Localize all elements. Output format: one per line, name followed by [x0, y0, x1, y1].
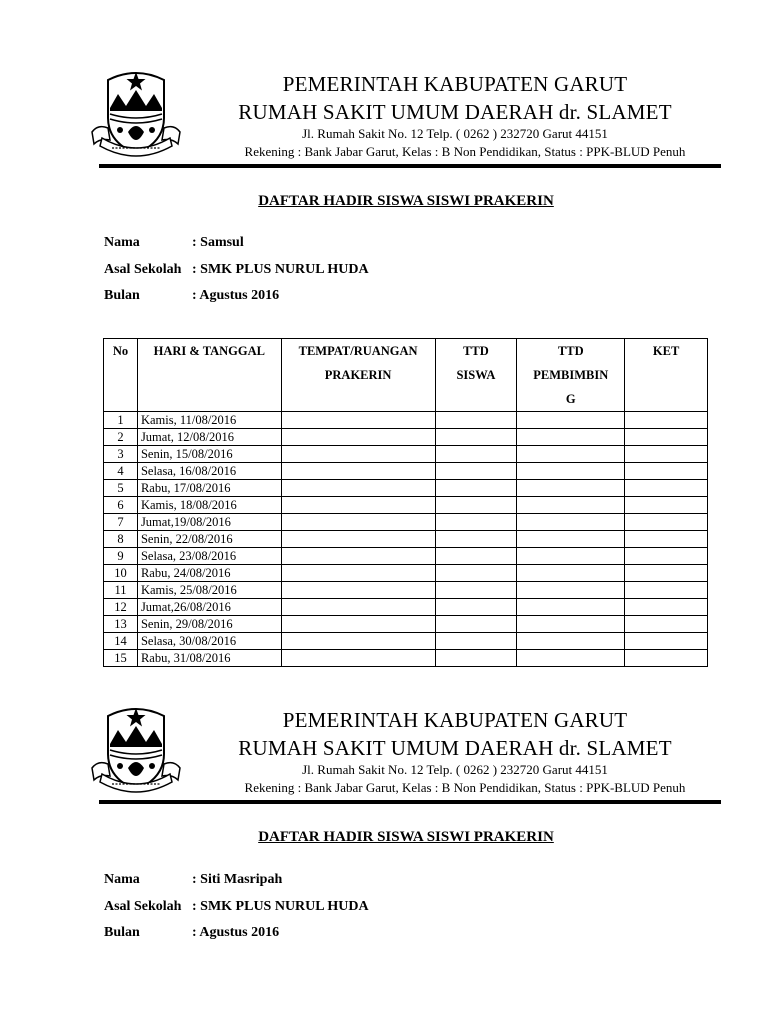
table-row: [104, 599, 708, 616]
cell-no: 1: [104, 412, 138, 429]
table-row: [104, 582, 708, 599]
cell-place: [281, 565, 435, 582]
cell-ket: [625, 497, 708, 514]
table-row: [104, 514, 708, 531]
cell-ttd-pembimbing: [517, 531, 625, 548]
info-row-bulan: [104, 924, 369, 951]
cell-date: Senin, 15/08/2016: [137, 446, 281, 463]
cell-ttd-siswa: [435, 412, 517, 429]
cell-ttd-pembimbing: [517, 548, 625, 565]
letterhead-hospital: RUMAH SAKIT UMUM DAERAH dr. SLAMET: [238, 736, 672, 760]
label-nama: Nama: [104, 872, 140, 887]
cell-ttd-siswa: [435, 650, 517, 667]
table-row: [104, 412, 708, 429]
cell-date: Kamis, 25/08/2016: [137, 582, 281, 599]
info-row-nama: [104, 871, 369, 898]
value-sekolah: : SMK PLUS NURUL HUDA: [192, 261, 369, 277]
header-ttd-pembimbing: TTD PEMBIMBIN G: [517, 339, 625, 412]
table-row: [104, 446, 708, 463]
cell-place: [281, 429, 435, 446]
cell-ket: [625, 650, 708, 667]
label-bulan: Bulan: [104, 925, 140, 940]
cell-ttd-pembimbing: [517, 633, 625, 650]
cell-ket: [625, 429, 708, 446]
cell-no: 5: [104, 480, 138, 497]
cell-ttd-siswa: [435, 633, 517, 650]
cell-no: 15: [104, 650, 138, 667]
cell-ttd-pembimbing: [517, 497, 625, 514]
cell-ttd-pembimbing: [517, 514, 625, 531]
table-row: [104, 548, 708, 565]
cell-no: 10: [104, 565, 138, 582]
cell-no: 2: [104, 429, 138, 446]
cell-ttd-siswa: [435, 463, 517, 480]
label-sekolah: Asal Sekolah: [104, 261, 182, 277]
table-row: [104, 480, 708, 497]
cell-ket: [625, 599, 708, 616]
cell-ttd-siswa: [435, 616, 517, 633]
cell-ttd-pembimbing: [517, 616, 625, 633]
cell-ttd-pembimbing: [517, 412, 625, 429]
table-row: [104, 497, 708, 514]
value-bulan: : Agustus 2016: [192, 925, 280, 940]
table-row: [104, 633, 708, 650]
cell-ttd-pembimbing: [517, 582, 625, 599]
cell-date: Senin, 29/08/2016: [137, 616, 281, 633]
document-title: DAFTAR HADIR SISWA SISWI PRAKERIN: [258, 829, 554, 845]
letterhead-government: PEMERINTAH KABUPATEN GARUT: [282, 72, 628, 96]
cell-ttd-siswa: [435, 582, 517, 599]
cell-ttd-siswa: [435, 497, 517, 514]
table-row: [104, 650, 708, 667]
cell-ttd-pembimbing: [517, 446, 625, 463]
cell-date: Rabu, 31/08/2016: [137, 650, 281, 667]
cell-ket: [625, 463, 708, 480]
cell-no: 9: [104, 548, 138, 565]
cell-no: 12: [104, 599, 138, 616]
cell-no: 3: [104, 446, 138, 463]
cell-ket: [625, 412, 708, 429]
letterhead-address: Jl. Rumah Sakit No. 12 Telp. ( 0262 ) 232720 Garut 44151: [302, 126, 608, 141]
letterhead-rule: [99, 164, 721, 168]
cell-no: 13: [104, 616, 138, 633]
cell-place: [281, 548, 435, 565]
cell-ttd-pembimbing: [517, 650, 625, 667]
cell-ket: [625, 565, 708, 582]
cell-ttd-siswa: [435, 446, 517, 463]
cell-ket: [625, 548, 708, 565]
header-no: No: [104, 339, 138, 412]
cell-ket: [625, 514, 708, 531]
value-nama: : Siti Masripah: [192, 872, 283, 887]
info-row-sekolah: [104, 261, 369, 288]
cell-ket: [625, 480, 708, 497]
cell-ttd-siswa: [435, 531, 517, 548]
cell-place: [281, 514, 435, 531]
letterhead-rule: [99, 800, 721, 804]
value-bulan: : Agustus 2016: [192, 288, 280, 303]
label-bulan: Bulan: [104, 288, 140, 303]
cell-ttd-pembimbing: [517, 565, 625, 582]
cell-place: [281, 497, 435, 514]
cell-ket: [625, 633, 708, 650]
letterhead-bank: Rekening : Bank Jabar Garut, Kelas : B Non Pendidikan, Status : PPK-BLUD Penuh: [244, 780, 686, 795]
table-row: [104, 463, 708, 480]
table-row: [104, 429, 708, 446]
cell-date: Kamis, 18/08/2016: [137, 497, 281, 514]
student-info: [104, 234, 369, 314]
info-row-nama: [104, 234, 369, 261]
cell-date: Selasa, 30/08/2016: [137, 633, 281, 650]
letterhead-address: Jl. Rumah Sakit No. 12 Telp. ( 0262 ) 232720 Garut 44151: [302, 762, 608, 777]
cell-no: 14: [104, 633, 138, 650]
cell-ttd-pembimbing: [517, 599, 625, 616]
cell-date: Jumat,19/08/2016: [137, 514, 281, 531]
table-row: [104, 616, 708, 633]
cell-place: [281, 480, 435, 497]
info-row-bulan: [104, 287, 369, 314]
letterhead-bottom: [0, 698, 768, 818]
cell-date: Selasa, 23/08/2016: [137, 548, 281, 565]
header-ket: KET: [625, 339, 708, 412]
cell-place: [281, 463, 435, 480]
header-ttd-siswa: TTD SISWA: [435, 339, 517, 412]
cell-no: 11: [104, 582, 138, 599]
cell-ket: [625, 582, 708, 599]
table-row: [104, 531, 708, 548]
info-row-sekolah: [104, 898, 369, 925]
cell-date: Rabu, 24/08/2016: [137, 565, 281, 582]
cell-place: [281, 616, 435, 633]
cell-ttd-siswa: [435, 548, 517, 565]
cell-place: [281, 650, 435, 667]
cell-place: [281, 633, 435, 650]
cell-place: [281, 446, 435, 463]
cell-place: [281, 531, 435, 548]
header-date: HARI & TANGGAL: [137, 339, 281, 412]
value-nama: : Samsul: [192, 235, 244, 250]
cell-ttd-pembimbing: [517, 463, 625, 480]
cell-date: Rabu, 17/08/2016: [137, 480, 281, 497]
cell-place: [281, 582, 435, 599]
letterhead-government: PEMERINTAH KABUPATEN GARUT: [282, 708, 628, 732]
cell-ttd-siswa: [435, 565, 517, 582]
cell-no: 4: [104, 463, 138, 480]
cell-ket: [625, 446, 708, 463]
cell-place: [281, 599, 435, 616]
letterhead-top: [0, 62, 768, 182]
cell-ket: [625, 531, 708, 548]
letterhead-hospital: RUMAH SAKIT UMUM DAERAH dr. SLAMET: [238, 100, 672, 124]
cell-date: Jumat, 12/08/2016: [137, 429, 281, 446]
table-header-row: [104, 339, 708, 412]
attendance-table: [103, 338, 708, 667]
letterhead-bank: Rekening : Bank Jabar Garut, Kelas : B Non Pendidikan, Status : PPK-BLUD Penuh: [244, 144, 686, 159]
value-sekolah: : SMK PLUS NURUL HUDA: [192, 898, 369, 914]
label-nama: Nama: [104, 235, 140, 250]
cell-no: 7: [104, 514, 138, 531]
cell-ket: [625, 616, 708, 633]
label-sekolah: Asal Sekolah: [104, 898, 182, 914]
cell-ttd-pembimbing: [517, 429, 625, 446]
cell-ttd-siswa: [435, 599, 517, 616]
cell-ttd-siswa: [435, 480, 517, 497]
document-title: DAFTAR HADIR SISWA SISWI PRAKERIN: [258, 193, 554, 209]
student-info: [104, 871, 369, 951]
cell-date: Kamis, 11/08/2016: [137, 412, 281, 429]
cell-no: 8: [104, 531, 138, 548]
cell-place: [281, 412, 435, 429]
cell-ttd-siswa: [435, 429, 517, 446]
cell-date: Senin, 22/08/2016: [137, 531, 281, 548]
header-place: TEMPAT/RUANGAN PRAKERIN: [281, 339, 435, 412]
cell-date: Jumat,26/08/2016: [137, 599, 281, 616]
cell-date: Selasa, 16/08/2016: [137, 463, 281, 480]
cell-ttd-pembimbing: [517, 480, 625, 497]
table-row: [104, 565, 708, 582]
cell-ttd-siswa: [435, 514, 517, 531]
cell-no: 6: [104, 497, 138, 514]
